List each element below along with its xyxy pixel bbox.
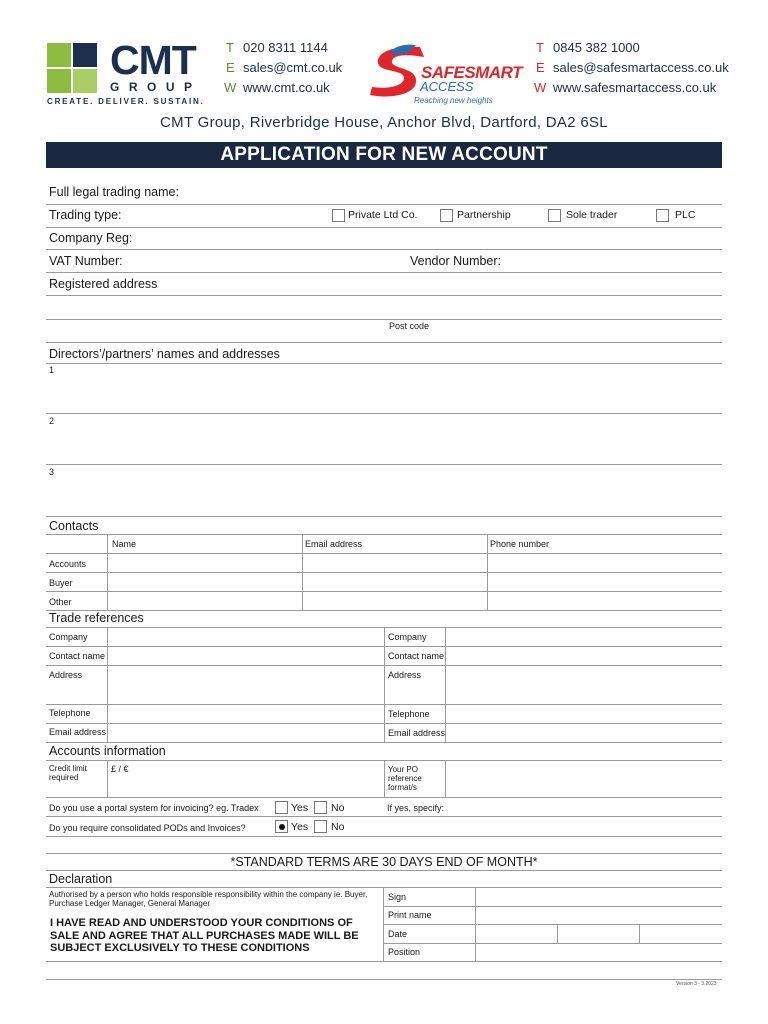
contacts-col-email: Email address: [305, 539, 363, 549]
company-reg-label: Company Reg:: [49, 231, 133, 245]
portal-yes-label: Yes: [291, 802, 309, 814]
company-address: CMT Group, Riverbridge House, Anchor Blvd, Dartford, DA2 6SL: [160, 114, 608, 131]
authorised-text: Authorised by a person who holds responsible responsibility within the company ie. Buyer, Purchase Ledger Manager, General Manager: [49, 890, 368, 908]
portal-yes-checkbox[interactable]: [275, 801, 288, 814]
pods-question: Do you require consolidated PODs and Invoices?: [49, 823, 246, 833]
safesmart-email-key: E: [536, 60, 545, 75]
ref1-address-label: Address: [49, 670, 83, 680]
date-label: Date: [388, 929, 408, 939]
director-2-number: 2: [49, 416, 55, 426]
sign-label: Sign: [388, 892, 407, 902]
pods-no-checkbox[interactable]: [314, 820, 327, 833]
cmt-email-key: E: [226, 60, 235, 75]
cmt-email-link[interactable]: sales@cmt.co.uk: [243, 60, 343, 75]
directors-label: Directors’/partners’ names and addresses: [49, 347, 280, 361]
contacts-row-buyer: Buyer: [49, 578, 73, 588]
po-reference-label: Your PO reference format/s: [388, 765, 422, 792]
ref2-company-label: Company: [388, 632, 427, 642]
form-title: APPLICATION FOR NEW ACCOUNT: [46, 142, 722, 168]
director-1-number: 1: [49, 365, 55, 375]
cmt-logo-word: CMT: [110, 37, 196, 83]
contacts-col-name: Name: [112, 539, 137, 549]
safesmart-email-link[interactable]: sales@safesmartaccess.co.uk: [553, 60, 729, 75]
safesmart-phone-key: T: [536, 40, 544, 55]
ref2-address-label: Address: [388, 670, 422, 680]
portal-no-checkbox[interactable]: [314, 801, 327, 814]
safesmart-web-link[interactable]: www.safesmartaccess.co.uk: [553, 80, 717, 95]
safesmart-phone[interactable]: 0845 382 1000: [553, 40, 640, 55]
safesmart-name: SAFESMART: [421, 63, 522, 82]
pods-yes-checkbox[interactable]: [275, 820, 288, 833]
version-text: Version 3 - 3.2023: [676, 981, 717, 987]
cmt-logo-group: GROUP: [110, 80, 202, 94]
post-code-label: Post code: [389, 321, 430, 331]
cmt-phone[interactable]: 020 8311 1144: [243, 40, 328, 55]
option-private-ltd: Private Ltd Co.: [348, 209, 418, 221]
ref2-email-label: Email address: [388, 728, 446, 738]
director-3-number: 3: [49, 467, 55, 477]
cmt-slogan: CREATE. DELIVER. SUSTAIN.: [47, 97, 205, 106]
safesmart-sub: ACCESS: [420, 79, 474, 94]
checkbox-plc[interactable]: [656, 209, 669, 222]
cmt-logo-square: [73, 43, 97, 67]
declaration-statement: I HAVE READ AND UNDERSTOOD YOUR CONDITIONS OF SALE AND AGREE THAT ALL PURCHASES MADE WILL BE SUBJECT EXCLUSIVELY TO THESE CONDITIONS: [50, 917, 359, 954]
credit-limit-label: Credit limit required: [49, 764, 87, 782]
pods-yes-label: Yes: [291, 821, 309, 833]
ref2-telephone-label: Telephone: [388, 709, 430, 719]
contacts-heading: Contacts: [49, 519, 99, 533]
pods-no-label: No: [331, 821, 345, 833]
cmt-logo-square: [73, 69, 97, 93]
contacts-col-phone: Phone number: [490, 539, 550, 549]
position-label: Position: [388, 947, 421, 957]
cmt-phone-key: T: [226, 40, 234, 55]
portal-no-label: No: [331, 802, 345, 814]
checkbox-partnership[interactable]: [440, 209, 453, 222]
standard-terms: *STANDARD TERMS ARE 30 DAYS END OF MONTH*: [230, 855, 538, 869]
ref1-company-label: Company: [49, 632, 88, 642]
contacts-row-other: Other: [49, 597, 72, 607]
accounts-info-heading: Accounts information: [49, 744, 166, 758]
safesmart-web-key: W: [534, 80, 547, 95]
contacts-row-accounts: Accounts: [49, 559, 87, 569]
portal-question: Do you use a portal system for invoicing? eg. Tradex: [49, 803, 259, 813]
cmt-logo-square: [47, 43, 71, 67]
trading-type-label: Trading type:: [49, 208, 122, 222]
registered-address-label: Registered address: [49, 277, 158, 291]
vendor-label: Vendor Number:: [410, 254, 502, 268]
safesmart-tagline: Reaching new heights: [414, 96, 493, 105]
option-sole-trader: Sole trader: [566, 209, 618, 221]
cmt-web-link[interactable]: www.cmt.co.uk: [243, 80, 330, 95]
ref1-telephone-label: Telephone: [49, 708, 91, 718]
legal-name-label: Full legal trading name:: [49, 185, 179, 199]
ref2-contact-label: Contact name: [388, 651, 445, 661]
option-plc: PLC: [675, 209, 696, 221]
safesmart-swoosh-icon: [368, 43, 428, 99]
print-name-label: Print name: [388, 910, 432, 920]
trade-references-heading: Trade references: [49, 611, 144, 625]
checkbox-sole-trader[interactable]: [548, 209, 561, 222]
ref1-contact-label: Contact name: [49, 651, 106, 661]
option-partnership: Partnership: [457, 209, 511, 221]
cmt-web-key: W: [224, 80, 237, 95]
ref1-email-label: Email address: [49, 727, 107, 737]
credit-currency: £ / €: [111, 764, 129, 774]
vat-label: VAT Number:: [49, 254, 123, 268]
if-yes-label: If yes, specify:: [387, 803, 445, 813]
checkbox-private-ltd[interactable]: [332, 209, 345, 222]
declaration-heading: Declaration: [49, 872, 113, 886]
cmt-logo-square: [47, 69, 71, 93]
